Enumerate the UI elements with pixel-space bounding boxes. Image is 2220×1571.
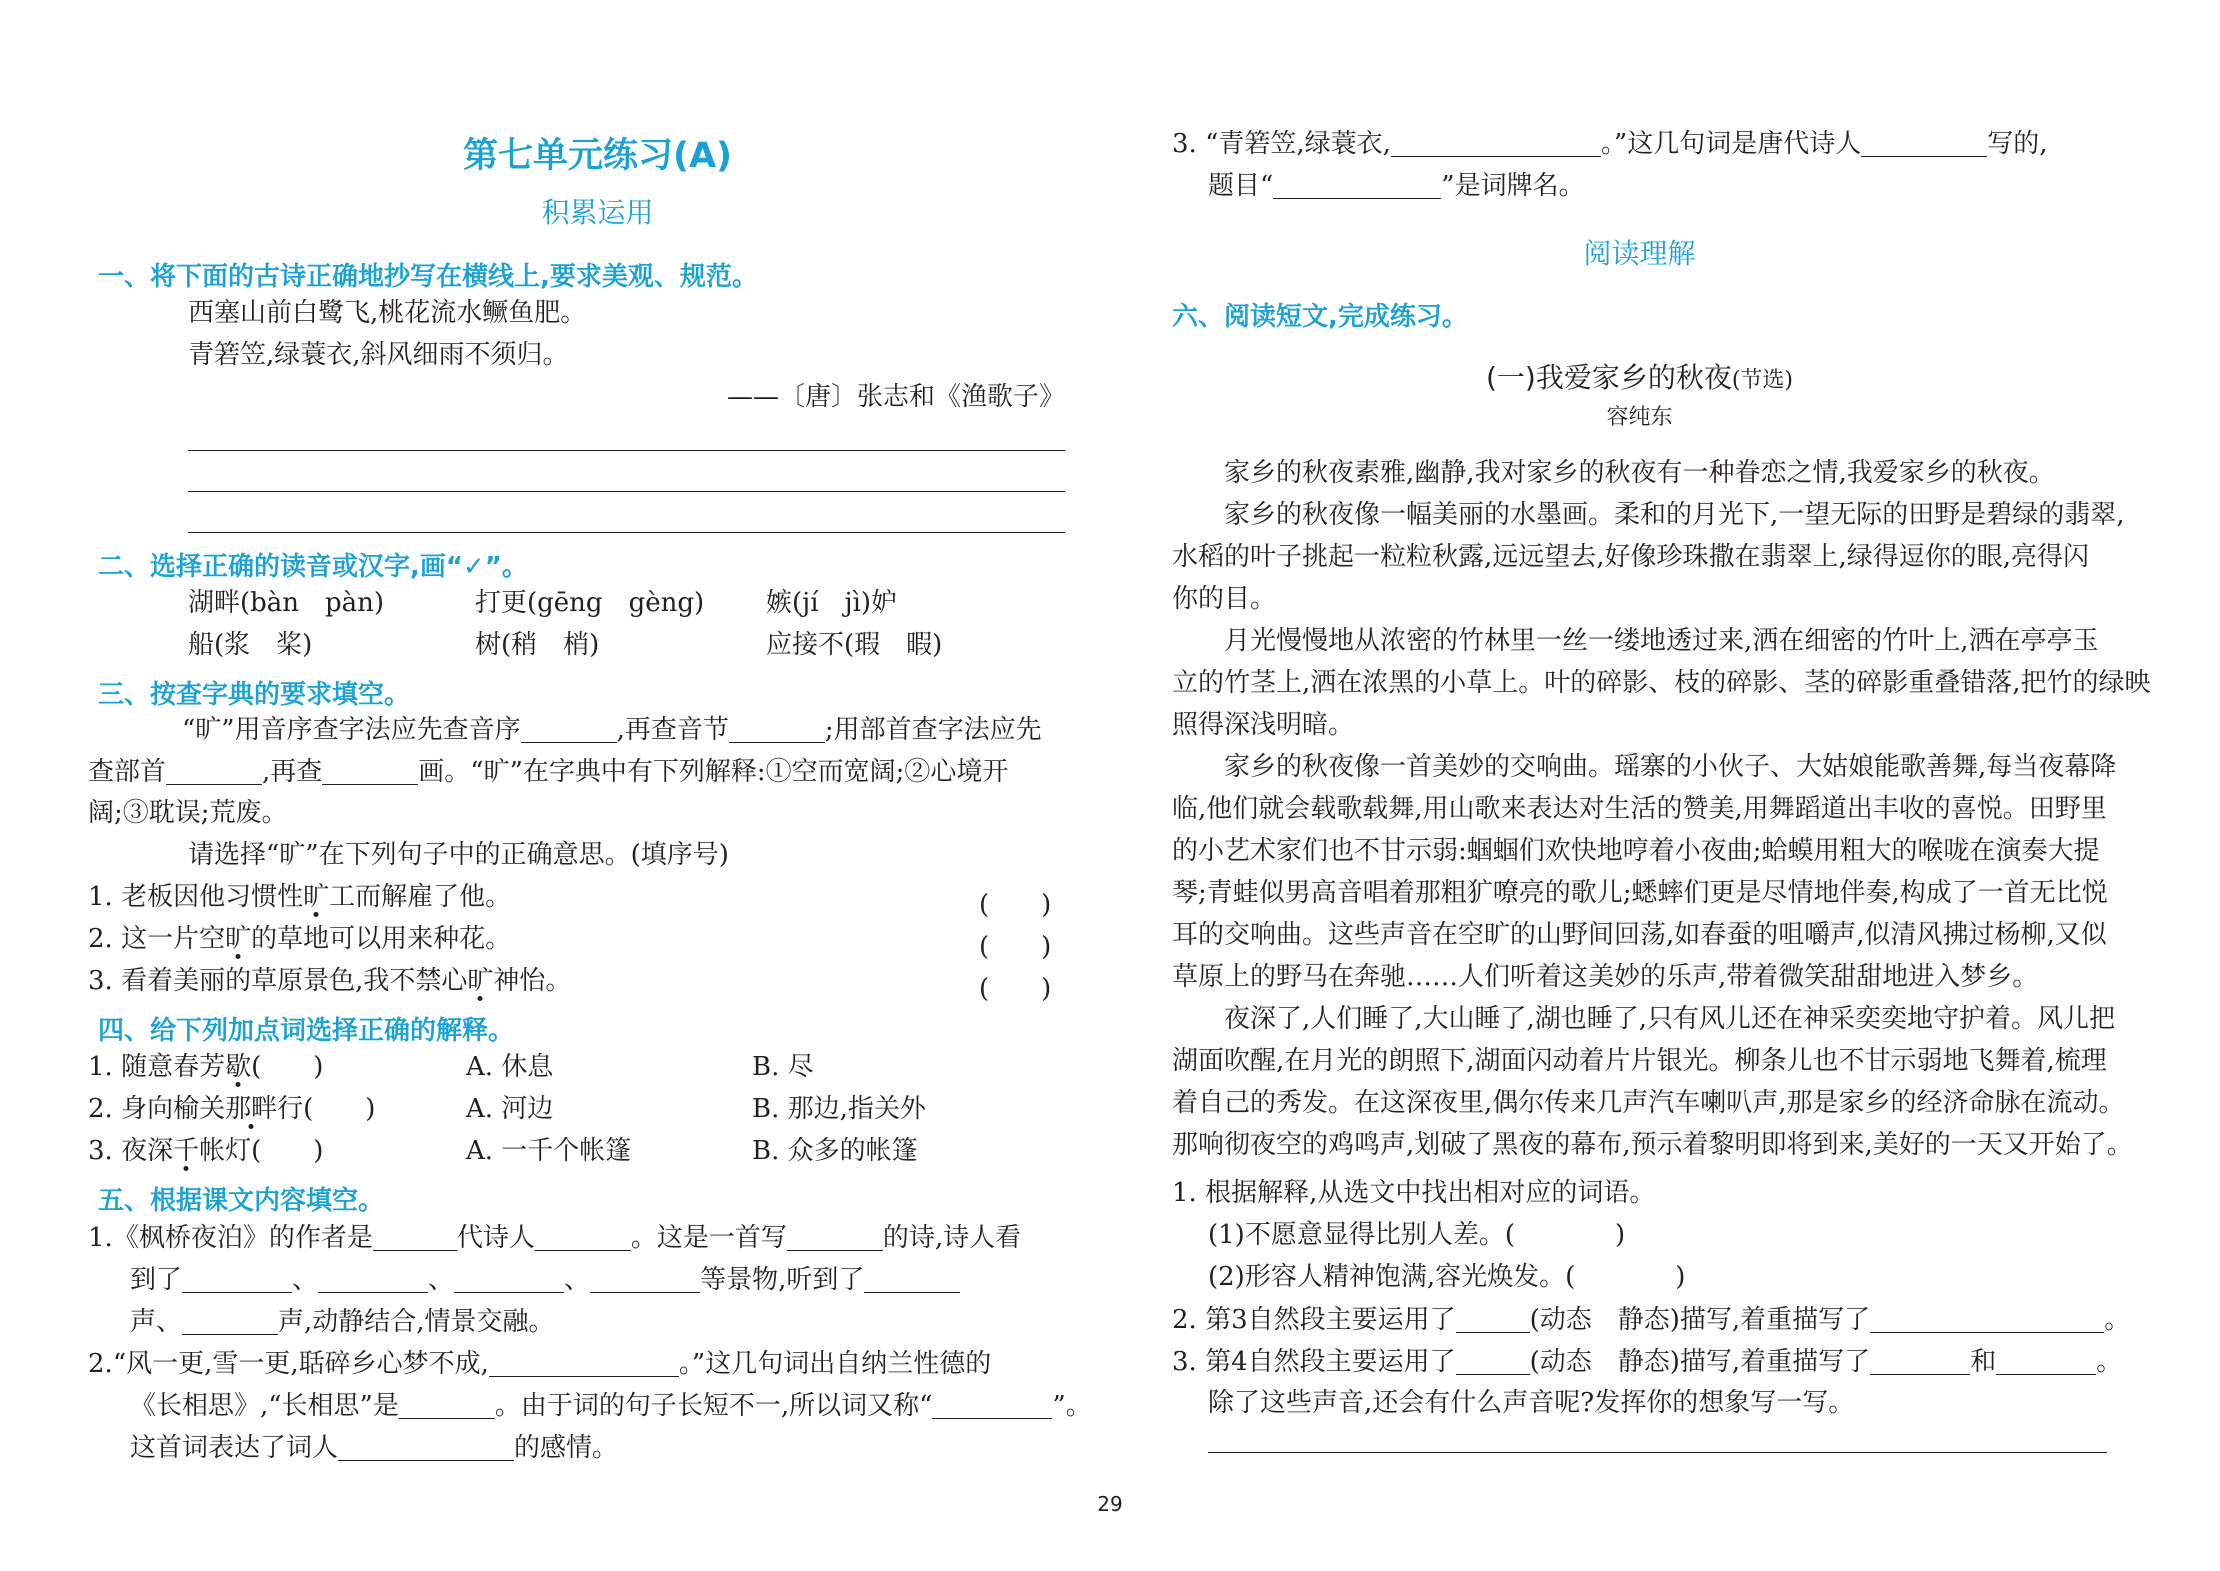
q6-item-1: 1. 根据解释,从选文中找出相对应的词语。 bbox=[1172, 1178, 1656, 1208]
choice-jidu[interactable]: 嫉(jí jì)妒 bbox=[766, 588, 898, 618]
blank-focus-3[interactable] bbox=[1870, 1306, 2104, 1333]
choice-hupan[interactable]: 湖畔(bàn pàn) bbox=[188, 588, 385, 618]
blank-bushou[interactable] bbox=[166, 758, 262, 785]
copy-line-2[interactable] bbox=[188, 491, 1065, 492]
q3-paragraph-line-2: 查部首 ,再查 画。“旷”在字典中有下列解释:①空而宽阔;②心境开 bbox=[88, 757, 1009, 787]
answer-paren-1[interactable]: ( ) bbox=[979, 890, 1052, 920]
q6-item-3-line-2: 除了这些声音,还会有什么声音呢?发挥你的想象写一写。 bbox=[1208, 1388, 1855, 1418]
article-line: 湖面吹醒,在月光的朗照下,湖面闪动着片片银光。柳条儿也不甘示弱地飞舞着,梳理 bbox=[1172, 1046, 2107, 1076]
blank-theme[interactable] bbox=[787, 1224, 883, 1251]
article-line: 家乡的秋夜像一首美妙的交响曲。瑶寨的小伙子、大姑娘能歌善舞,每当夜幕降 bbox=[1172, 752, 2117, 782]
q5-item-2-line-1: 2.“风一更,雪一更,聒碎乡心梦不成, 。”这几句词出自纳兰性德的 bbox=[88, 1349, 992, 1379]
article-line: 临,他们就会载歌载舞,用山歌来表达对生活的赞美,用舞蹈道出丰收的喜悦。田野里 bbox=[1172, 794, 2107, 824]
q3-item-1: 1. 老板因他习惯性旷工而解雇了他。 bbox=[88, 882, 512, 912]
blank-method-4[interactable] bbox=[1456, 1348, 1530, 1375]
q4-item-3-option-b[interactable]: B. 众多的帐篷 bbox=[752, 1136, 918, 1166]
blank-title[interactable] bbox=[1273, 172, 1441, 199]
blank-scene-3[interactable] bbox=[454, 1266, 564, 1293]
article-line: 月光慢慢地从浓密的竹林里一丝一缕地透过来,洒在细密的竹叶上,洒在亭亭玉 bbox=[1172, 626, 2099, 656]
q4-item-2: 2. 身向榆关那畔行( ) bbox=[88, 1094, 376, 1124]
question-5-heading: 五、根据课文内容填空。 bbox=[98, 1186, 385, 1216]
question-2-heading: 二、选择正确的读音或汉字,画“✓”。 bbox=[98, 552, 528, 582]
q5-item-1-line-2: 到了 、 、 、 等景物,听到了 bbox=[130, 1266, 960, 1293]
q4-item-1: 1. 随意春芳歇( ) bbox=[88, 1052, 324, 1082]
answer-paren-3[interactable]: ( ) bbox=[979, 974, 1052, 1004]
article-line: 立的竹茎上,洒在浓黑的小草上。叶的碎影、枝的碎影、茎的碎影重叠错落,把竹的绿映 bbox=[1172, 668, 2151, 698]
blank-scene-2[interactable] bbox=[318, 1266, 428, 1293]
q4-item-3-option-a[interactable]: A. 一千个帐篷 bbox=[466, 1136, 632, 1166]
blank-sound-2[interactable] bbox=[182, 1308, 278, 1335]
q3-paragraph-line-1: “旷”用音序查字法应先查音序 ,再查音节 ;用部首查字法应先 bbox=[182, 715, 1042, 745]
answer-paren-2[interactable]: ( ) bbox=[979, 932, 1052, 962]
q3-item-3: 3. 看着美丽的草原景色,我不禁心旷神怡。 bbox=[88, 966, 572, 996]
blank-focus-4b[interactable] bbox=[1996, 1348, 2096, 1375]
q4-item-2-option-b[interactable]: B. 那边,指关外 bbox=[752, 1094, 926, 1124]
article-line: 琴;青蛙似男高音唱着那粗犷嘹亮的歌儿;蟋蟀们更是尽情地伴奏,构成了一首无比悦 bbox=[1172, 878, 2108, 908]
question-4-heading: 四、给下列加点词选择正确的解释。 bbox=[98, 1016, 515, 1046]
q6-item-1-sub-1: (1)不愿意显得比别人差。( ) bbox=[1208, 1220, 1626, 1250]
blank-poet-name[interactable] bbox=[1861, 130, 1987, 157]
q4-item-2-option-a[interactable]: A. 河边 bbox=[466, 1094, 554, 1124]
section-title-accumulation: 积累运用 bbox=[541, 196, 654, 229]
choice-chuanjiang[interactable]: 船(浆 桨) bbox=[188, 630, 313, 660]
q5-item-2-line-3: 这首词表达了词人 的感情。 bbox=[130, 1433, 619, 1463]
q4-item-3: 3. 夜深千帐灯( ) bbox=[88, 1136, 324, 1166]
blank-focus-4a[interactable] bbox=[1870, 1348, 1970, 1375]
q4-item-1-option-a[interactable]: A. 休息 bbox=[466, 1052, 554, 1082]
page-title: 第七单元练习(A) bbox=[462, 136, 733, 176]
question-6-heading: 六、阅读短文,完成练习。 bbox=[1172, 302, 1468, 332]
q5-item-2-line-2: 《长相思》,“长相思”是 。由于词的句子长短不一,所以词又称“ ”。 bbox=[130, 1391, 1092, 1421]
q5-item-3-line-1: 3. “青箬笠,绿蓑衣, 。”这几句词是唐代诗人 写的, bbox=[1172, 129, 2048, 159]
blank-method-3[interactable] bbox=[1456, 1306, 1530, 1333]
blank-ci-name[interactable] bbox=[932, 1392, 1052, 1419]
poem-line-1: 西塞山前白鹭飞,桃花流水鳜鱼肥。 bbox=[188, 298, 587, 328]
blank-yinxu[interactable] bbox=[521, 716, 617, 743]
imagination-answer-line[interactable] bbox=[1208, 1452, 2107, 1453]
article-title: (一)我爱家乡的秋夜(节选) bbox=[1485, 361, 1794, 394]
q6-item-1-sub-2: (2)形容人精神饱满,容光焕发。( ) bbox=[1208, 1262, 1686, 1292]
page-number: 29 bbox=[1097, 1492, 1123, 1516]
blank-scene-4[interactable] bbox=[590, 1266, 700, 1293]
choice-yingjiebuxia[interactable]: 应接不(瑕 暇) bbox=[766, 630, 943, 660]
q5-item-3-line-2: 题目“ ”是词牌名。 bbox=[1208, 171, 1585, 201]
article-line: 的小艺术家们也不甘示弱:蝈蝈们欢快地哼着小夜曲;蛤蟆用粗大的喉咙在演奏大提 bbox=[1172, 836, 2100, 866]
question-3-heading: 三、按查字典的要求填空。 bbox=[98, 680, 411, 710]
blank-ci-line[interactable] bbox=[489, 1350, 679, 1377]
q4-item-1-option-b[interactable]: B. 尽 bbox=[752, 1052, 814, 1082]
blank-ci-continuation[interactable] bbox=[1391, 130, 1601, 157]
article-line: 夜深了,人们睡了,大山睡了,湖也睡了,只有风儿还在神采奕奕地守护着。风儿把 bbox=[1172, 1004, 2116, 1034]
blank-poet[interactable] bbox=[535, 1224, 631, 1251]
q6-item-2: 2. 第3自然段主要运用了 (动态 静态)描写,着重描写了 。 bbox=[1172, 1305, 2131, 1335]
q5-item-1-line-3: 声、 声,动静结合,情景交融。 bbox=[130, 1307, 555, 1337]
article-line: 照得深浅明暗。 bbox=[1172, 710, 1355, 740]
copy-line-1[interactable] bbox=[188, 450, 1065, 451]
article-line: 那响彻夜空的鸡鸣声,划破了黑夜的幕布,预示着黎明即将到来,美好的一天又开始了。 bbox=[1172, 1130, 2133, 1160]
q5-item-1-line-1: 1.《枫桥夜泊》的作者是 代诗人 。这是一首写 的诗,诗人看 bbox=[88, 1223, 1022, 1253]
choice-dageng[interactable]: 打更(gēng gèng) bbox=[475, 588, 705, 618]
blank-sound-1[interactable] bbox=[864, 1266, 960, 1293]
blank-feeling[interactable] bbox=[338, 1434, 514, 1461]
section-title-reading: 阅读理解 bbox=[1583, 237, 1696, 270]
question-1-heading: 一、将下面的古诗正确地抄写在横线上,要求美观、规范。 bbox=[98, 262, 758, 292]
article-line: 你的目。 bbox=[1172, 584, 1277, 614]
blank-cipaiming[interactable] bbox=[399, 1392, 495, 1419]
article-line: 耳的交响曲。这些声音在空旷的山野间回荡,如春蚕的咀嚼声,似清风拂过杨柳,又似 bbox=[1172, 920, 2107, 950]
poem-attribution: ——〔唐〕张志和《渔歌子》 bbox=[726, 382, 1065, 412]
article-line: 草原上的野马在奔驰……人们听着这美妙的乐声,带着微笑甜甜地进入梦乡。 bbox=[1172, 962, 2039, 992]
q3-item-2: 2. 这一片空旷的草地可以用来种花。 bbox=[88, 924, 512, 954]
q3-instruction: 请选择“旷”在下列句子中的正确意思。(填序号) bbox=[188, 840, 729, 870]
copy-line-3[interactable] bbox=[188, 532, 1065, 533]
q6-item-3-line-1: 3. 第4自然段主要运用了 (动态 静态)描写,着重描写了 和 。 bbox=[1172, 1347, 2123, 1377]
q3-paragraph-line-3: 阔;③耽误;荒废。 bbox=[88, 798, 288, 828]
choice-shushao[interactable]: 树(稍 梢) bbox=[475, 630, 600, 660]
blank-scene-1[interactable] bbox=[182, 1266, 292, 1293]
article-line: 着自己的秀发。在这深夜里,偶尔传来几声汽车喇叭声,那是家乡的经济命脉在流动。 bbox=[1172, 1088, 2125, 1118]
blank-bihua[interactable] bbox=[322, 758, 418, 785]
poem-line-2: 青箬笠,绿蓑衣,斜风细雨不须归。 bbox=[188, 340, 569, 370]
blank-yinjie[interactable] bbox=[729, 716, 825, 743]
article-line: 家乡的秋夜素雅,幽静,我对家乡的秋夜有一种眷恋之情,我爱家乡的秋夜。 bbox=[1172, 458, 2055, 488]
blank-author[interactable] bbox=[373, 1224, 457, 1251]
article-line: 水稻的叶子挑起一粒粒秋露,远远望去,好像珍珠撒在翡翠上,绿得逗你的眼,亮得闪 bbox=[1172, 542, 2090, 572]
article-author: 容纯东 bbox=[1606, 405, 1673, 430]
article-line: 家乡的秋夜像一幅美丽的水墨画。柔和的月光下,一望无际的田野是碧绿的翡翠, bbox=[1172, 500, 2125, 530]
